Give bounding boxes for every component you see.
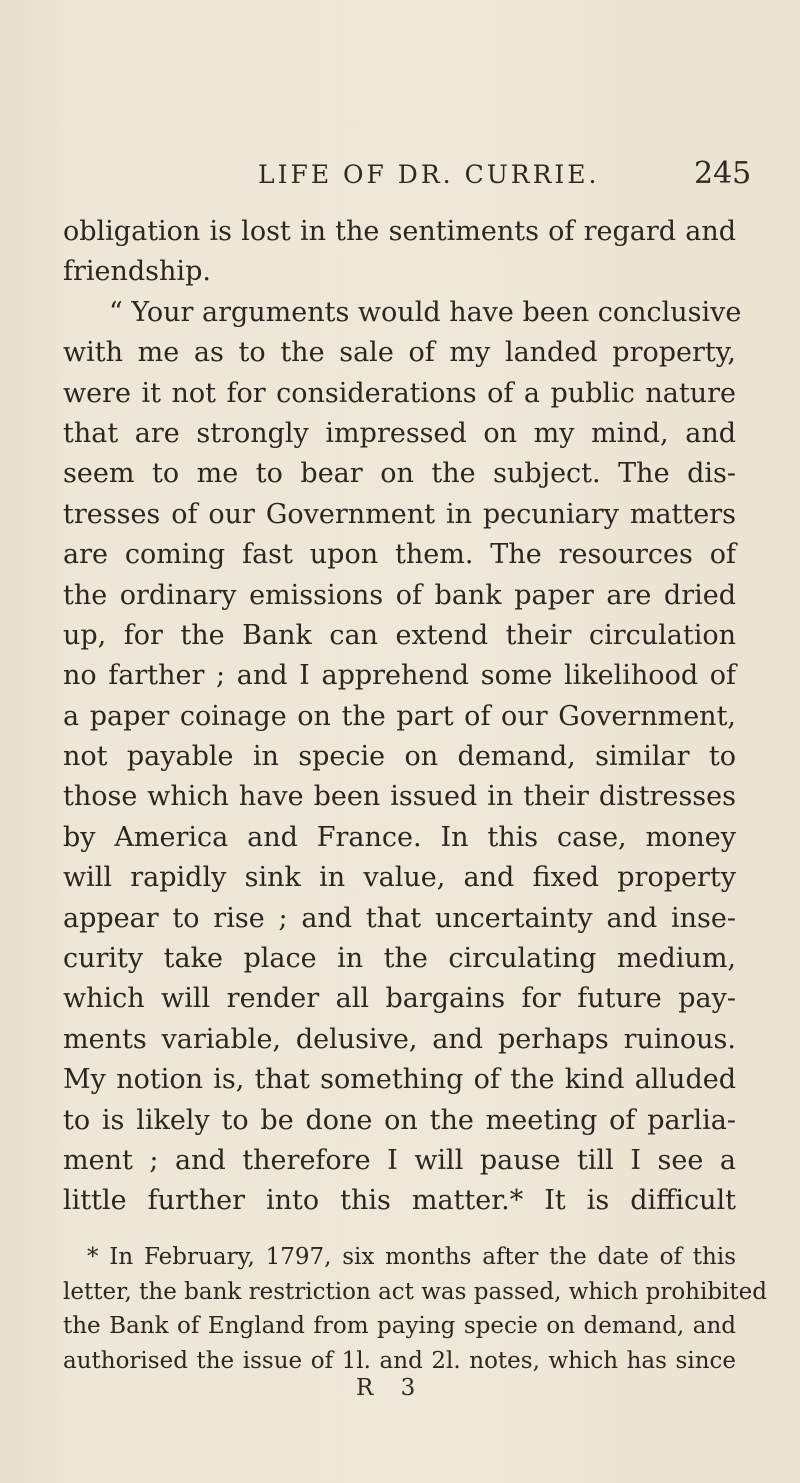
text-line: a paper coinage on the part of our Government, [63, 700, 736, 732]
text-line: “ Your arguments would have been conclusive [109, 296, 742, 328]
text-line: by America and France. In this case, money [63, 821, 736, 853]
text-line: appear to rise ; and that uncertainty and inse- [63, 902, 736, 934]
text-line: ments variable, delusive, and perhaps ruinous. [63, 1023, 736, 1055]
text-line: seem to me to bear on the subject. The dis- [63, 458, 736, 490]
text-line: no farther ; and I apprehend some likelihood of [63, 660, 736, 692]
running-head: LIFE OF DR. CURRIE. [258, 160, 600, 189]
text-line: to is likely to be done on the meeting of parlia- [63, 1104, 736, 1136]
text-line: those which have been issued in their distresses [63, 781, 736, 813]
text-line: obligation is lost in the sentiments of regard and [63, 216, 736, 247]
text-line: which will render all bargains for future pay- [63, 983, 736, 1015]
text-line: curity take place in the circulating medium, [63, 943, 736, 975]
footnote-line: the Bank of England from paying specie on demand, and [63, 1313, 736, 1339]
body-text [63, 212, 742, 1222]
text-line: friendship. [63, 256, 211, 288]
text-line: were it not for considerations of a public nature [63, 377, 736, 409]
text-line: up, for the Bank can extend their circulation [63, 619, 736, 651]
text-line: little further into this matter.* It is difficult [63, 1185, 736, 1217]
text-line: tresses of our Government in pecuniary matters [63, 498, 736, 530]
footnote-line: letter, the bank restriction act was passed, which prohibited [63, 1278, 767, 1305]
page-number: 245 [694, 156, 752, 191]
text-line: not payable in specie on demand, similar to [63, 741, 736, 773]
text-line: will rapidly sink in value, and fixed property [63, 862, 736, 894]
text-line: with me as to the sale of my landed property, [63, 337, 736, 369]
text-line: My notion is, that something of the kind alluded [63, 1064, 736, 1096]
footnote-line: authorised the issue of 1l. and 2l. notes, which has since [63, 1347, 736, 1374]
text-line: are coming fast upon them. The resources of [63, 539, 736, 571]
footnote [63, 1240, 767, 1378]
text-line: the ordinary emissions of bank paper are dried [63, 579, 736, 611]
signature-mark: R 3 [356, 1375, 426, 1401]
text-line: ment ; and therefore I will pause till I see a [63, 1144, 736, 1176]
footnote-line: * In February, 1797, six months after the date of this [87, 1244, 736, 1270]
page-header [0, 156, 800, 200]
text-line: that are strongly impressed on my mind, and [63, 417, 736, 449]
